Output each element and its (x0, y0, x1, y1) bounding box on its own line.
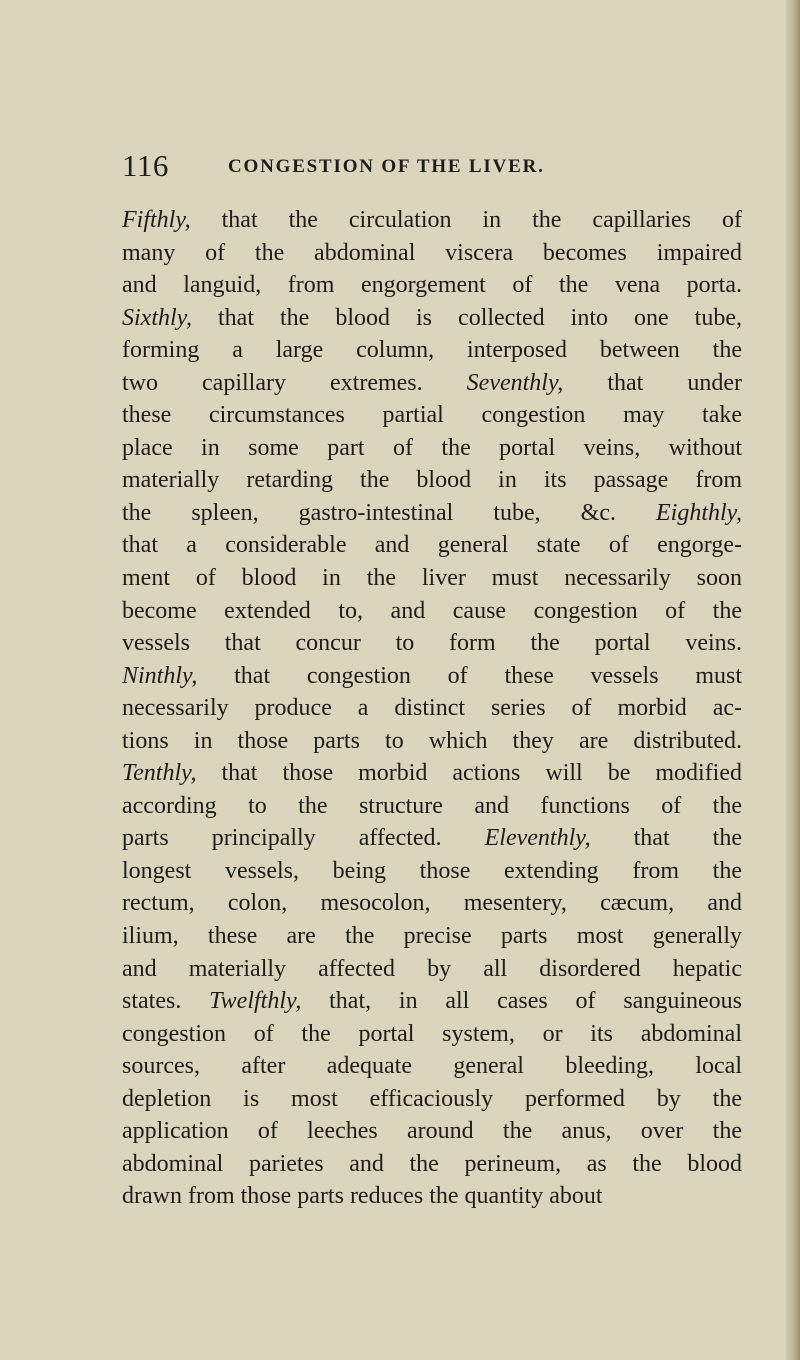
ordinal-emphasis: Tenthly, (122, 760, 197, 787)
line-text: that the circulation in the capillaries of (190, 207, 742, 233)
text-line (122, 367, 742, 400)
line-text: that congestion of these vessels must (197, 662, 742, 689)
text-line (122, 757, 742, 790)
text-line: vessels that concur to form the portal veins. (122, 630, 742, 657)
text-line (122, 660, 742, 693)
body-text (122, 204, 742, 1213)
text-line: sources, after adequate general bleeding, local (122, 1053, 742, 1080)
text-line: materially retarding the blood in its passage from (122, 467, 742, 494)
text-line: necessarily produce a distinct series of morbid ac- (122, 695, 742, 722)
text-line (122, 985, 742, 1018)
line-text-pre: states. (122, 988, 210, 1015)
ordinal-emphasis: Twelfthly, (209, 988, 302, 1015)
text-line: according to the structure and functions of the (122, 792, 742, 819)
ordinal-emphasis: Fifthly, (122, 207, 191, 233)
line-text: that the blood is collected into one tube, (191, 304, 742, 331)
line-text-pre: the spleen, gastro-intestinal tube, &c. (122, 499, 656, 526)
line-text-pre: parts principally affected. (122, 825, 485, 852)
text-line: depletion is most efficaciously performed by the (122, 1085, 742, 1112)
text-line: drawn from those parts reduces the quantity about (122, 1183, 603, 1210)
line-text: that, in all cases of sanguineous (301, 988, 742, 1015)
line-text: that the (590, 825, 742, 852)
text-line: ilium, these are the precise parts most generally (122, 923, 742, 950)
page-number: 116 (122, 148, 169, 183)
text-line: congestion of the portal system, or its abdominal (122, 1020, 742, 1047)
line-text: that under (563, 369, 742, 396)
ordinal-emphasis: Eleventhly, (484, 825, 591, 852)
text-line (122, 302, 742, 335)
page-edge-shadow (786, 0, 800, 1360)
text-line: and languid, from engorgement of the vena porta. (122, 272, 742, 299)
ordinal-emphasis: Eighthly, (656, 499, 742, 526)
text-line: that a considerable and general state of engorge- (122, 532, 742, 559)
text-line: and materially affected by all disordered hepatic (122, 955, 742, 982)
text-line: tions in those parts to which they are distributed. (122, 727, 742, 754)
text-line (122, 497, 742, 530)
text-line: these circumstances partial congestion may take (122, 402, 742, 429)
ordinal-emphasis: Seventhly, (466, 369, 564, 396)
line-text: that those morbid actions will be modified (196, 760, 742, 787)
text-line: become extended to, and cause congestion of the (122, 597, 742, 624)
text-line: rectum, colon, mesocolon, mesentery, cæcum, and (122, 890, 742, 917)
running-head: CONGESTION OF THE LIVER. (228, 156, 545, 177)
text-line: application of leeches around the anus, over the (122, 1118, 742, 1145)
ordinal-emphasis: Sixthly, (122, 304, 192, 331)
line-text-pre: two capillary extremes. (122, 369, 467, 396)
text-line (122, 204, 742, 237)
page-header (122, 148, 742, 188)
text-line: many of the abdominal viscera becomes impaired (122, 239, 742, 266)
text-line: place in some part of the portal veins, without (122, 434, 742, 461)
ordinal-emphasis: Ninthly, (122, 662, 198, 689)
text-line: ment of blood in the liver must necessarily soon (122, 565, 742, 592)
text-line: abdominal parietes and the perineum, as the blood (122, 1150, 742, 1177)
text-line (122, 822, 742, 855)
text-line: forming a large column, interposed between the (122, 337, 742, 364)
text-line: longest vessels, being those extending from the (122, 857, 742, 884)
